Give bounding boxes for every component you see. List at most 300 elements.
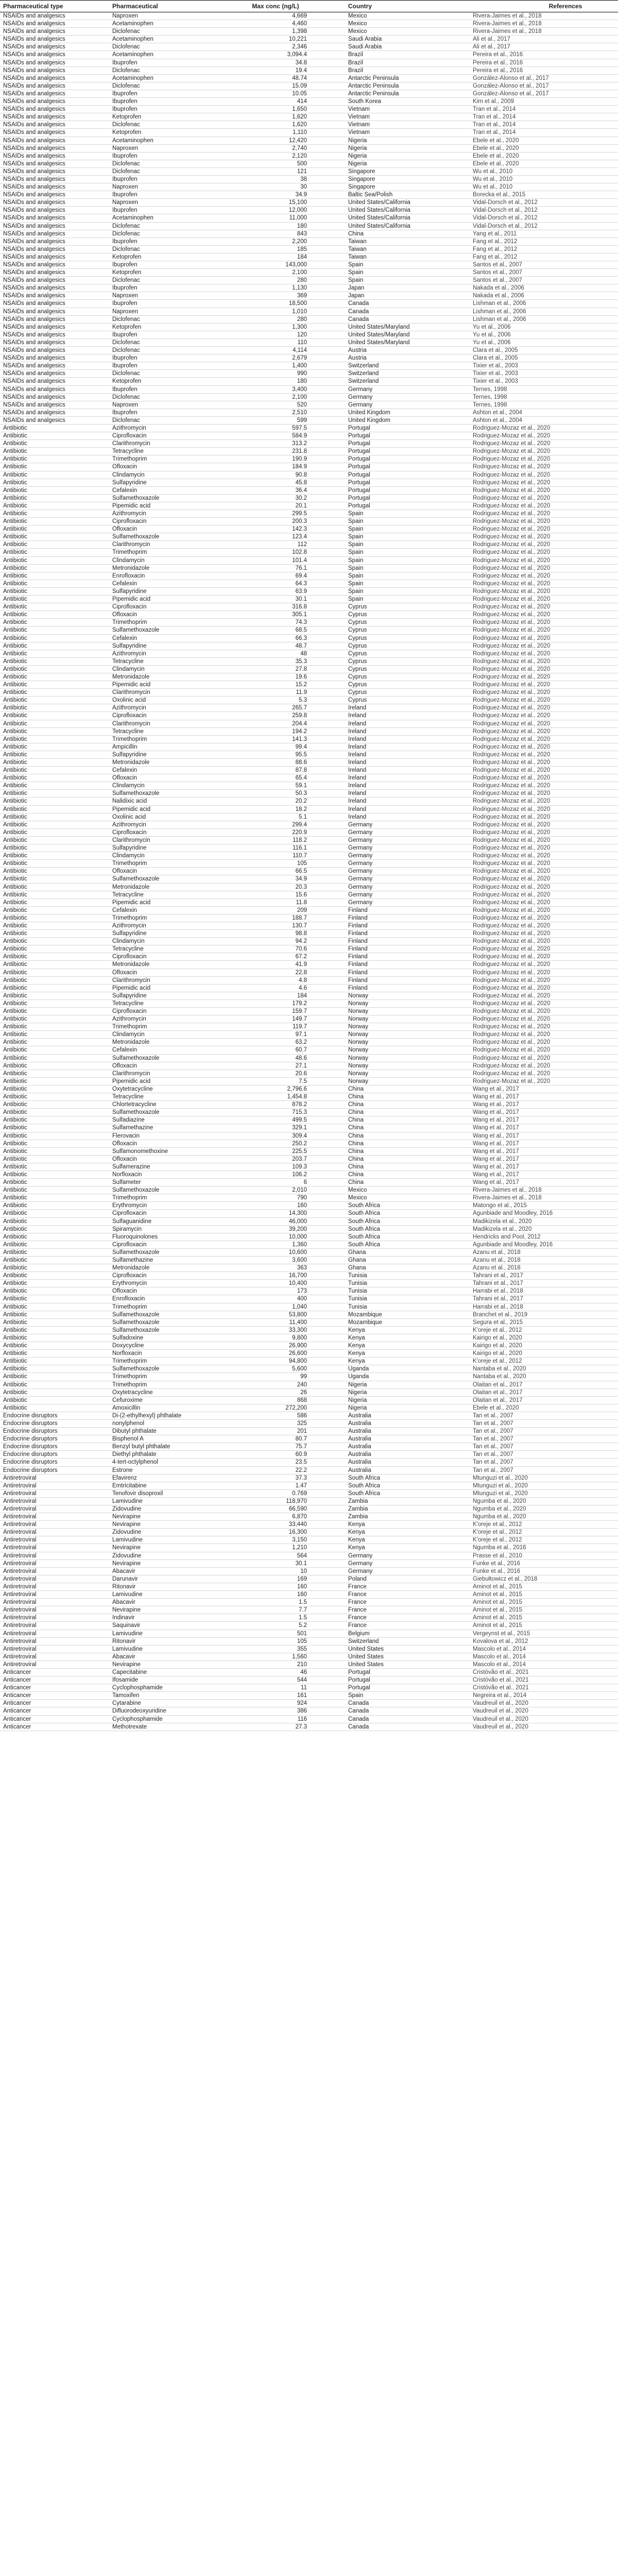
cell-pharmaceutical: Nevirapine: [109, 1560, 218, 1567]
cell-reference: K'oreje et al., 2012: [470, 1521, 618, 1529]
cell-max-conc: 120: [218, 331, 333, 338]
table-row: [0, 230, 618, 238]
cell-pharmaceutical: Clarithromycin: [109, 720, 218, 727]
cell-reference: Aminot et al., 2015: [470, 1591, 618, 1599]
cell-pharmaceutical: Ampicillin: [109, 743, 218, 751]
cell-country: Ghana: [333, 1257, 470, 1264]
table-row: [0, 1217, 618, 1225]
cell-max-conc: 18,500: [218, 300, 333, 308]
cell-pharmaceutical-type: Antibiotic: [0, 906, 109, 914]
cell-country: Spain: [333, 541, 470, 549]
cell-pharmaceutical: Sulfameter: [109, 1179, 218, 1187]
cell-reference: Aminot et al., 2015: [470, 1606, 618, 1614]
cell-reference: Aminot et al., 2015: [470, 1583, 618, 1590]
cell-reference: Rodriguez-Mozaz et al., 2020: [470, 502, 618, 510]
cell-pharmaceutical-type: NSAIDs and analgesics: [0, 378, 109, 385]
cell-country: Kenya: [333, 1521, 470, 1529]
cell-reference: Rodriguez-Mozaz et al., 2020: [470, 727, 618, 735]
cell-pharmaceutical: Ciprofloxacin: [109, 712, 218, 720]
cell-pharmaceutical: Ibuprofen: [109, 191, 218, 199]
cell-reference: Hendricks and Pool, 2012: [470, 1233, 618, 1241]
cell-country: Canada: [333, 1700, 470, 1707]
cell-reference: Rodriguez-Mozaz et al., 2020: [470, 587, 618, 595]
table-row: [0, 1466, 618, 1474]
cell-pharmaceutical-type: NSAIDs and analgesics: [0, 74, 109, 82]
cell-pharmaceutical: Diclofenac: [109, 393, 218, 401]
cell-reference: Wang et al., 2017: [470, 1116, 618, 1124]
cell-pharmaceutical: Sulfamethoxazole: [109, 875, 218, 883]
cell-max-conc: 5.1: [218, 813, 333, 821]
cell-pharmaceutical-type: Antibiotic: [0, 689, 109, 697]
table-row: [0, 191, 618, 199]
cell-pharmaceutical-type: Antiretroviral: [0, 1591, 109, 1599]
cell-reference: Rodriguez-Mozaz et al., 2020: [470, 1070, 618, 1077]
cell-country: Portugal: [333, 1676, 470, 1684]
cell-reference: Rodriguez-Mozaz et al., 2020: [470, 1062, 618, 1070]
cell-pharmaceutical-type: Antibiotic: [0, 1272, 109, 1280]
cell-pharmaceutical: Ibuprofen: [109, 59, 218, 66]
cell-pharmaceutical-type: Antibiotic: [0, 619, 109, 626]
table-row: [0, 152, 618, 160]
cell-max-conc: 2,346: [218, 43, 333, 51]
cell-reference: Cristóvão et al., 2021: [470, 1684, 618, 1692]
cell-max-conc: 30: [218, 183, 333, 191]
cell-pharmaceutical: Difluorodeoxyuridine: [109, 1707, 218, 1715]
table-row: [0, 587, 618, 595]
cell-reference: Ebele et al., 2020: [470, 144, 618, 152]
cell-pharmaceutical: Ifosamide: [109, 1676, 218, 1684]
cell-max-conc: 74.3: [218, 619, 333, 626]
cell-reference: Cristóvão et al., 2021: [470, 1676, 618, 1684]
cell-country: Nigeria: [333, 144, 470, 152]
cell-pharmaceutical: Azithromycin: [109, 424, 218, 432]
cell-pharmaceutical: Sulfamethoxazole: [109, 1318, 218, 1326]
cell-pharmaceutical-type: Antiretroviral: [0, 1575, 109, 1583]
table-row: [0, 1171, 618, 1178]
cell-max-conc: 46,000: [218, 1217, 333, 1225]
cell-pharmaceutical-type: Antibiotic: [0, 611, 109, 619]
cell-reference: Rodriguez-Mozaz et al., 2020: [470, 712, 618, 720]
cell-reference: Rodriguez-Mozaz et al., 2020: [470, 432, 618, 440]
cell-pharmaceutical: Lamivudine: [109, 1645, 218, 1653]
cell-reference: Rodriguez-Mozaz et al., 2020: [470, 751, 618, 758]
cell-max-conc: 180: [218, 222, 333, 230]
cell-reference: Kairigo et al., 2020: [470, 1342, 618, 1350]
table-row: [0, 689, 618, 697]
cell-max-conc: 1,454.8: [218, 1093, 333, 1101]
cell-max-conc: 9,800: [218, 1334, 333, 1342]
cell-reference: González-Alonso et al., 2017: [470, 90, 618, 97]
cell-reference: Kim et al., 2009: [470, 98, 618, 106]
table-row: [0, 308, 618, 315]
cell-max-conc: 259.8: [218, 712, 333, 720]
cell-reference: Rodriguez-Mozaz et al., 2020: [470, 720, 618, 727]
table-row: [0, 43, 618, 51]
cell-country: Cyprus: [333, 673, 470, 681]
cell-pharmaceutical: Clindamycin: [109, 471, 218, 479]
cell-pharmaceutical: Ciprofloxacin: [109, 1241, 218, 1248]
table-row: [0, 619, 618, 626]
cell-max-conc: 45.8: [218, 479, 333, 486]
table-row: [0, 767, 618, 774]
cell-country: Vietnam: [333, 121, 470, 129]
cell-country: Tunisia: [333, 1287, 470, 1295]
table-row: [0, 98, 618, 106]
cell-country: Norway: [333, 1008, 470, 1015]
cell-pharmaceutical: Ibuprofen: [109, 284, 218, 292]
cell-reference: Ashton et al., 2004: [470, 409, 618, 416]
cell-country: South Africa: [333, 1233, 470, 1241]
cell-pharmaceutical: Diclofenac: [109, 160, 218, 167]
cell-max-conc: 597.5: [218, 424, 333, 432]
cell-pharmaceutical: Estrone: [109, 1466, 218, 1474]
cell-pharmaceutical-type: Antibiotic: [0, 642, 109, 650]
cell-country: Portugal: [333, 463, 470, 471]
table-row: [0, 751, 618, 758]
table-row: [0, 1109, 618, 1116]
table-row: [0, 743, 618, 751]
table-row: [0, 66, 618, 74]
cell-reference: Ngumba et al., 2020: [470, 1505, 618, 1513]
cell-pharmaceutical-type: Antibiotic: [0, 720, 109, 727]
cell-pharmaceutical: Diclofenac: [109, 167, 218, 175]
cell-pharmaceutical: Clarithromycin: [109, 976, 218, 984]
cell-pharmaceutical: Diethyl phthalate: [109, 1451, 218, 1459]
cell-reference: Wang et al., 2017: [470, 1093, 618, 1101]
table-row: [0, 1264, 618, 1272]
cell-pharmaceutical: Diclofenac: [109, 245, 218, 253]
cell-country: France: [333, 1614, 470, 1622]
table-row: [0, 175, 618, 183]
cell-pharmaceutical-type: Antibiotic: [0, 626, 109, 634]
table-row: [0, 432, 618, 440]
cell-pharmaceutical-type: Antibiotic: [0, 1365, 109, 1373]
cell-max-conc: 2,010: [218, 1187, 333, 1194]
cell-pharmaceutical: Acetaminophen: [109, 20, 218, 28]
cell-reference: Yang et al., 2011: [470, 230, 618, 238]
cell-pharmaceutical-type: Antibiotic: [0, 767, 109, 774]
cell-reference: Rodriguez-Mozaz et al., 2020: [470, 790, 618, 798]
cell-reference: Rodriguez-Mozaz et al., 2020: [470, 813, 618, 821]
table-row: [0, 650, 618, 657]
cell-country: Spain: [333, 549, 470, 556]
cell-pharmaceutical: Enrofloxacin: [109, 572, 218, 580]
cell-max-conc: 20.6: [218, 1070, 333, 1077]
cell-reference: González-Alonso et al., 2017: [470, 74, 618, 82]
cell-pharmaceutical-type: Antibiotic: [0, 556, 109, 564]
cell-max-conc: 118,970: [218, 1497, 333, 1505]
cell-pharmaceutical-type: Antibiotic: [0, 1140, 109, 1147]
cell-pharmaceutical-type: Anticancer: [0, 1692, 109, 1700]
cell-reference: Santos et al., 2007: [470, 277, 618, 284]
cell-pharmaceutical: Sulfamethoxazole: [109, 1109, 218, 1116]
cell-reference: Wu et al., 2010: [470, 175, 618, 183]
cell-country: Switzerland: [333, 378, 470, 385]
cell-pharmaceutical-type: Antibiotic: [0, 697, 109, 704]
table-row: [0, 401, 618, 409]
cell-pharmaceutical-type: Antibiotic: [0, 564, 109, 572]
cell-reference: Rodriguez-Mozaz et al., 2020: [470, 572, 618, 580]
table-row: [0, 1272, 618, 1280]
table-row: [0, 1295, 618, 1303]
cell-pharmaceutical-type: Antibiotic: [0, 665, 109, 673]
cell-pharmaceutical-type: NSAIDs and analgesics: [0, 277, 109, 284]
cell-pharmaceutical: Trimethoprim: [109, 549, 218, 556]
cell-pharmaceutical-type: Antibiotic: [0, 596, 109, 603]
cell-max-conc: 584.9: [218, 432, 333, 440]
cell-pharmaceutical: Acetaminophen: [109, 74, 218, 82]
cell-pharmaceutical-type: Antibiotic: [0, 914, 109, 922]
cell-pharmaceutical-type: Antiretroviral: [0, 1637, 109, 1645]
cell-country: Spain: [333, 1692, 470, 1700]
cell-pharmaceutical: Metronidazole: [109, 883, 218, 891]
cell-pharmaceutical: Acetaminophen: [109, 137, 218, 144]
cell-country: Zambia: [333, 1513, 470, 1521]
cell-reference: Lishman et al., 2006: [470, 300, 618, 308]
cell-max-conc: 76.1: [218, 564, 333, 572]
cell-reference: Wang et al., 2017: [470, 1124, 618, 1132]
cell-reference: Tan et al., 2007: [470, 1466, 618, 1474]
cell-reference: Rodriguez-Mozaz et al., 2020: [470, 1077, 618, 1085]
cell-country: Germany: [333, 891, 470, 899]
cell-reference: Rodriguez-Mozaz et al., 2020: [470, 984, 618, 992]
cell-country: Zambia: [333, 1505, 470, 1513]
cell-country: France: [333, 1622, 470, 1630]
cell-pharmaceutical: Naproxen: [109, 401, 218, 409]
table-row: [0, 813, 618, 821]
cell-max-conc: 1.47: [218, 1482, 333, 1489]
cell-max-conc: 599: [218, 416, 333, 424]
cell-pharmaceutical-type: Antibiotic: [0, 1233, 109, 1241]
table-row: [0, 1451, 618, 1459]
table-row: [0, 1187, 618, 1194]
cell-pharmaceutical: Oxolinic acid: [109, 697, 218, 704]
cell-pharmaceutical: Lamivudine: [109, 1497, 218, 1505]
cell-pharmaceutical-type: Antibiotic: [0, 1241, 109, 1248]
table-row: [0, 891, 618, 899]
cell-country: Brazil: [333, 66, 470, 74]
cell-country: United States: [333, 1660, 470, 1668]
cell-country: South Africa: [333, 1241, 470, 1248]
table-row: [0, 416, 618, 424]
table-row: [0, 494, 618, 502]
cell-pharmaceutical: Oxolinic acid: [109, 813, 218, 821]
cell-pharmaceutical-type: Antiretroviral: [0, 1560, 109, 1567]
cell-pharmaceutical: Trimethoprim: [109, 1373, 218, 1381]
cell-country: China: [333, 1085, 470, 1093]
cell-country: Spain: [333, 580, 470, 587]
cell-country: South Africa: [333, 1202, 470, 1210]
cell-pharmaceutical: Chlortetracycline: [109, 1101, 218, 1109]
cell-max-conc: 19.4: [218, 66, 333, 74]
cell-pharmaceutical: Ciprofloxacin: [109, 1272, 218, 1280]
cell-max-conc: 159.7: [218, 1008, 333, 1015]
cell-reference: Tran et al., 2014: [470, 121, 618, 129]
cell-country: Cyprus: [333, 665, 470, 673]
cell-max-conc: 231.8: [218, 448, 333, 455]
cell-pharmaceutical-type: NSAIDs and analgesics: [0, 152, 109, 160]
cell-reference: Wu et al., 2010: [470, 183, 618, 191]
cell-max-conc: 12,000: [218, 207, 333, 214]
table-row: [0, 238, 618, 245]
cell-country: Germany: [333, 828, 470, 836]
table-row: [0, 502, 618, 510]
cell-pharmaceutical: Saquinavir: [109, 1622, 218, 1630]
cell-max-conc: 94.2: [218, 938, 333, 945]
cell-pharmaceutical: Cytarabine: [109, 1700, 218, 1707]
table-row: [0, 1093, 618, 1101]
cell-pharmaceutical: Ciprofloxacin: [109, 828, 218, 836]
cell-country: Norway: [333, 1077, 470, 1085]
cell-pharmaceutical: Ibuprofen: [109, 385, 218, 393]
table-row: [0, 1388, 618, 1396]
cell-pharmaceutical: Clarithromycin: [109, 689, 218, 697]
table-row: [0, 300, 618, 308]
cell-country: United States/California: [333, 222, 470, 230]
cell-reference: Aminot et al., 2015: [470, 1614, 618, 1622]
cell-pharmaceutical-type: NSAIDs and analgesics: [0, 331, 109, 338]
cell-country: Spain: [333, 587, 470, 595]
cell-pharmaceutical: Diclofenac: [109, 230, 218, 238]
table-row: [0, 409, 618, 416]
cell-max-conc: 39,200: [218, 1225, 333, 1233]
cell-pharmaceutical-type: Antibiotic: [0, 751, 109, 758]
cell-pharmaceutical-type: Antibiotic: [0, 1350, 109, 1358]
cell-pharmaceutical: Ibuprofen: [109, 106, 218, 113]
cell-reference: Tixier et al., 2003: [470, 378, 618, 385]
table-row: [0, 556, 618, 564]
cell-country: Mozambique: [333, 1311, 470, 1318]
cell-pharmaceutical-type: Antibiotic: [0, 1187, 109, 1194]
cell-pharmaceutical: Ofloxacin: [109, 1140, 218, 1147]
cell-pharmaceutical-type: Antibiotic: [0, 813, 109, 821]
cell-pharmaceutical-type: NSAIDs and analgesics: [0, 292, 109, 300]
cell-country: Cyprus: [333, 603, 470, 611]
cell-pharmaceutical-type: Antiretroviral: [0, 1622, 109, 1630]
cell-country: Zambia: [333, 1497, 470, 1505]
cell-country: Kenya: [333, 1342, 470, 1350]
cell-max-conc: 87.8: [218, 767, 333, 774]
cell-country: Spain: [333, 572, 470, 580]
cell-country: Portugal: [333, 424, 470, 432]
cell-max-conc: 4,460: [218, 20, 333, 28]
cell-reference: Tan et al., 2007: [470, 1412, 618, 1419]
cell-country: Norway: [333, 999, 470, 1007]
cell-pharmaceutical: Capecitabine: [109, 1668, 218, 1676]
cell-pharmaceutical-type: Antibiotic: [0, 930, 109, 938]
cell-pharmaceutical-type: Antibiotic: [0, 984, 109, 992]
cell-pharmaceutical: Trimethoprim: [109, 860, 218, 868]
cell-max-conc: 60.9: [218, 1451, 333, 1459]
cell-pharmaceutical-type: Antibiotic: [0, 844, 109, 852]
cell-country: Mexico: [333, 12, 470, 20]
table-row: [0, 331, 618, 338]
table-row: [0, 113, 618, 121]
cell-country: Mozambique: [333, 1318, 470, 1326]
cell-country: Spain: [333, 526, 470, 533]
cell-country: Australia: [333, 1412, 470, 1419]
cell-max-conc: 225.5: [218, 1147, 333, 1155]
cell-pharmaceutical-type: Antibiotic: [0, 1396, 109, 1404]
table-row: [0, 969, 618, 976]
cell-max-conc: 80.7: [218, 1435, 333, 1443]
cell-country: Australia: [333, 1419, 470, 1427]
cell-pharmaceutical-type: Antibiotic: [0, 603, 109, 611]
cell-reference: Rodriguez-Mozaz et al., 2020: [470, 1046, 618, 1054]
cell-reference: Tan et al., 2007: [470, 1451, 618, 1459]
cell-pharmaceutical: Ibuprofen: [109, 261, 218, 269]
cell-reference: Pereira et al., 2016: [470, 51, 618, 59]
cell-reference: Negreira et al., 2014: [470, 1692, 618, 1700]
cell-pharmaceutical: Diclofenac: [109, 370, 218, 378]
cell-country: Spain: [333, 596, 470, 603]
cell-max-conc: 36.4: [218, 486, 333, 494]
cell-max-conc: 190.9: [218, 455, 333, 463]
cell-reference: Borecka et al., 2015: [470, 191, 618, 199]
cell-country: Cyprus: [333, 657, 470, 665]
cell-pharmaceutical-type: Antiretroviral: [0, 1606, 109, 1614]
cell-pharmaceutical-type: Antibiotic: [0, 735, 109, 743]
table-row: [0, 1692, 618, 1700]
table-row: [0, 1707, 618, 1715]
cell-reference: Branchet et al., 2019: [470, 1311, 618, 1318]
cell-pharmaceutical: Enrofloxacin: [109, 1295, 218, 1303]
cell-country: Ireland: [333, 782, 470, 790]
cell-pharmaceutical-type: Antibiotic: [0, 868, 109, 875]
cell-pharmaceutical: Cefalexin: [109, 634, 218, 642]
cell-reference: Pereira et al., 2016: [470, 59, 618, 66]
cell-pharmaceutical-type: NSAIDs and analgesics: [0, 66, 109, 74]
table-row: [0, 1062, 618, 1070]
cell-max-conc: 2,510: [218, 409, 333, 416]
cell-reference: Tan et al., 2007: [470, 1419, 618, 1427]
cell-pharmaceutical-type: Antiretroviral: [0, 1497, 109, 1505]
cell-country: Cyprus: [333, 611, 470, 619]
cell-pharmaceutical: Trimethoprim: [109, 735, 218, 743]
table-row: [0, 1015, 618, 1023]
cell-max-conc: 265.7: [218, 704, 333, 712]
table-row: [0, 28, 618, 36]
cell-max-conc: 272,200: [218, 1404, 333, 1412]
cell-reference: Rodriguez-Mozaz et al., 2020: [470, 930, 618, 938]
cell-country: Cyprus: [333, 681, 470, 689]
cell-pharmaceutical-type: Antibiotic: [0, 891, 109, 899]
cell-pharmaceutical: Sulfamethoxazole: [109, 1187, 218, 1194]
cell-pharmaceutical-type: NSAIDs and analgesics: [0, 347, 109, 354]
cell-pharmaceutical-type: Antiretroviral: [0, 1567, 109, 1575]
cell-pharmaceutical: Norfloxacin: [109, 1350, 218, 1358]
cell-pharmaceutical: Nevirapine: [109, 1660, 218, 1668]
cell-max-conc: 180: [218, 378, 333, 385]
cell-pharmaceutical: Diclofenac: [109, 347, 218, 354]
cell-country: Ireland: [333, 759, 470, 767]
cell-country: Taiwan: [333, 245, 470, 253]
table-row: [0, 1358, 618, 1365]
cell-country: Mexico: [333, 28, 470, 36]
cell-pharmaceutical-type: Antibiotic: [0, 922, 109, 929]
cell-country: Germany: [333, 875, 470, 883]
cell-reference: Ebele et al., 2020: [470, 137, 618, 144]
cell-reference: Ali et al., 2017: [470, 36, 618, 43]
cell-country: Saudi Arabia: [333, 36, 470, 43]
cell-country: China: [333, 1140, 470, 1147]
table-row: [0, 914, 618, 922]
cell-country: South Africa: [333, 1474, 470, 1482]
table-row: [0, 1660, 618, 1668]
cell-max-conc: 35.3: [218, 657, 333, 665]
table-row: [0, 1513, 618, 1521]
cell-reference: Wang et al., 2017: [470, 1155, 618, 1163]
